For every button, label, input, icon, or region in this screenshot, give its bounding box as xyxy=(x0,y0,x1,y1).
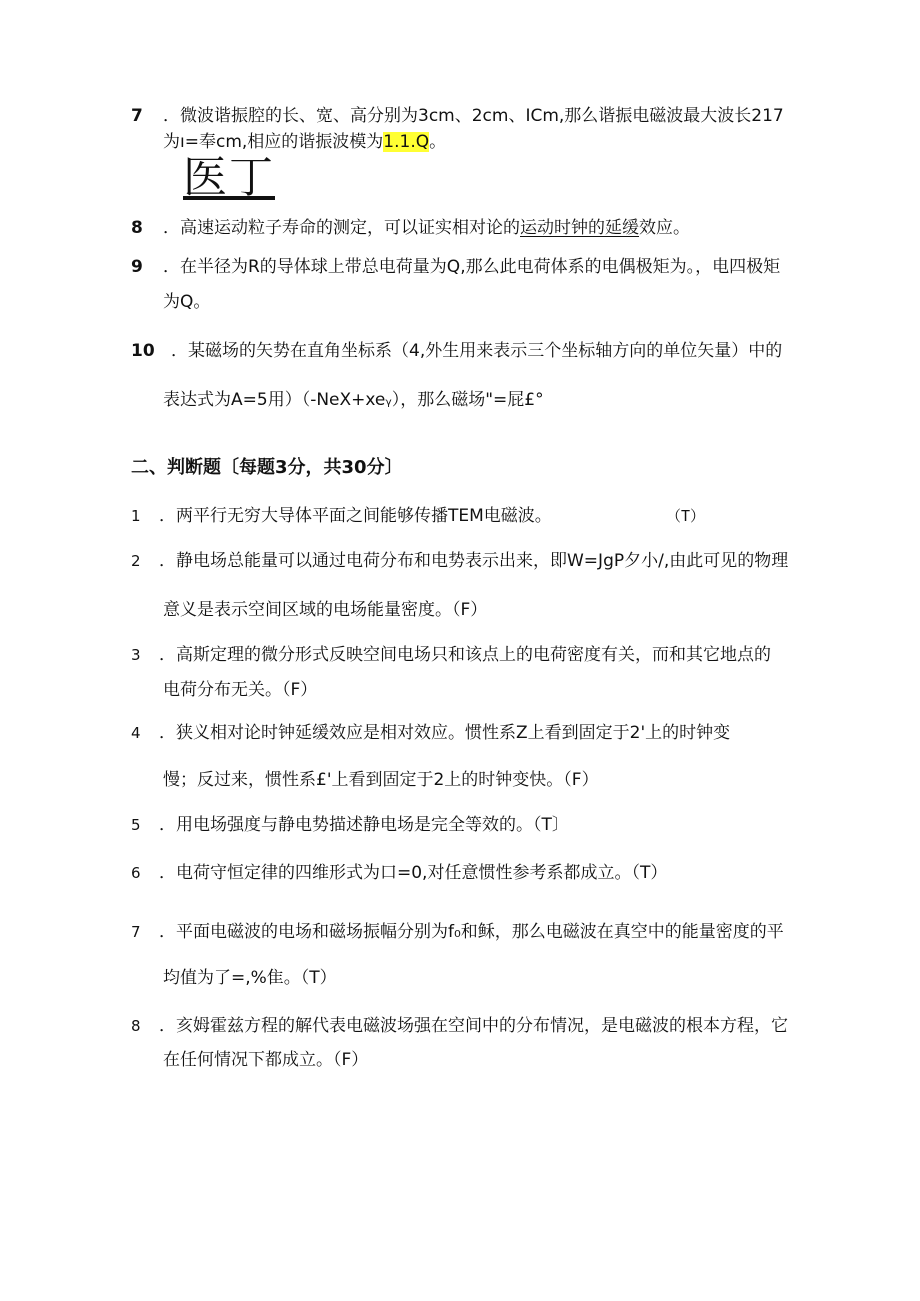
fill-item-9-line2 xyxy=(163,290,210,314)
item-number: 8 xyxy=(131,1017,141,1035)
item-text: ．高斯定理的微分形式反映空间电场只和该点上的电荷密度有关，而和其它地点的 xyxy=(159,645,771,665)
item-text: ．高速运动粒子寿命的测定，可以证实相对论的 xyxy=(163,218,520,238)
item-text: 为Q。 xyxy=(163,292,211,312)
item-number: 4 xyxy=(131,724,141,742)
item-number: 7 xyxy=(131,106,143,126)
judge-item-5 xyxy=(131,813,569,837)
judge-item-1 xyxy=(131,504,552,528)
item-number: 5 xyxy=(131,816,141,834)
large-handwritten-text: 医丁 xyxy=(183,152,275,203)
fill-item-7-line1 xyxy=(131,104,784,128)
item-number: 1 xyxy=(131,507,141,525)
item-text: ．静电场总能量可以通过电荷分布和电势表示出来，即W=JgP夕小/,由此可见的物理 xyxy=(159,551,789,571)
judge-item-2-line2 xyxy=(163,598,487,622)
judge-item-3-line2 xyxy=(163,678,317,702)
judge-item-8-line1 xyxy=(131,1014,788,1038)
item-text: ．狭义相对论时钟延缓效应是相对效应。惯性系Z上看到固定于2'上的时钟变 xyxy=(159,723,731,743)
item-text: ．平面电磁波的电场和磁场振幅分别为f₀和稣，那么电磁波在真空中的能量密度的平 xyxy=(159,922,784,942)
fill-item-9-line1 xyxy=(131,255,780,279)
judge-item-7-line2 xyxy=(163,966,337,990)
item-number: 10 xyxy=(131,341,155,361)
fill-item-10-line2 xyxy=(163,388,544,412)
judge-item-1-answer: （T） xyxy=(666,507,706,525)
judge-item-8-line2 xyxy=(163,1048,368,1072)
item-text: 电荷分布无关。（F） xyxy=(163,680,318,700)
judge-item-2-line1 xyxy=(131,549,788,573)
item-number: 7 xyxy=(131,923,141,941)
fill-item-7-line2 xyxy=(163,130,446,154)
item-text: 表达式为A=5用）（-NeX+xeᵧ），那么磁场"=屁£° xyxy=(163,390,544,410)
item-text: ．微波谐振腔的长、宽、高分别为3cm、2cm、ICm,那么谐振电磁波最大波长217 xyxy=(163,106,784,126)
section-heading: 二、判断题〔每题3分，共30分〕 xyxy=(131,457,403,478)
fill-item-10-line1 xyxy=(131,339,782,363)
item-text: 。 xyxy=(429,132,447,152)
fill-item-8 xyxy=(131,216,690,240)
item-text: 慢；反过来，惯性系£'上看到固定于2上的时钟变快。（F） xyxy=(163,770,599,790)
item-text: ．电荷守恒定律的四维形式为口=0,对任意惯性参考系都成立。（T） xyxy=(159,863,668,883)
item-text: 均值为了=,%隹。（T） xyxy=(163,968,337,988)
judge-item-7-line1 xyxy=(131,920,784,944)
item-text: ．在半径为R的导体球上带总电荷量为Q,那么此电荷体系的电偶极矩为。，电四极矩 xyxy=(163,257,781,277)
item-number: 6 xyxy=(131,864,141,882)
item-text: 在任何情况下都成立。（F） xyxy=(163,1050,369,1070)
item-text: 效应。 xyxy=(639,218,690,238)
item-text: ．两平行无穷大导体平面之间能够传播TEM电磁波。 xyxy=(159,506,552,526)
item-text: ．某磁场的矢势在直角坐标系（4,外生用来表示三个坐标轴方向的单位矢量）中的 xyxy=(171,341,783,361)
judge-item-6 xyxy=(131,861,667,885)
item-number: 2 xyxy=(131,552,141,570)
judge-item-4-line2 xyxy=(163,768,599,792)
highlighted-answer: 1.1.Q xyxy=(383,132,430,152)
item-text: ．用电场强度与静电势描述静电场是完全等效的。（T〕 xyxy=(159,815,569,835)
judge-item-3-line1 xyxy=(131,643,771,667)
item-text: 为ı=奉cm,相应的谐振波模为 xyxy=(163,132,384,152)
item-number: 8 xyxy=(131,218,143,238)
item-number: 9 xyxy=(131,257,143,277)
underlined-answer: 运动时钟的延缓 xyxy=(520,218,639,238)
judge-item-4-line1 xyxy=(131,721,730,745)
item-number: 3 xyxy=(131,646,141,664)
item-text: ．亥姆霍兹方程的解代表电磁波场强在空间中的分布情况，是电磁波的根本方程，它 xyxy=(159,1016,788,1036)
item-text: 意义是表示空间区域的电场能量密度。（F） xyxy=(163,600,488,620)
